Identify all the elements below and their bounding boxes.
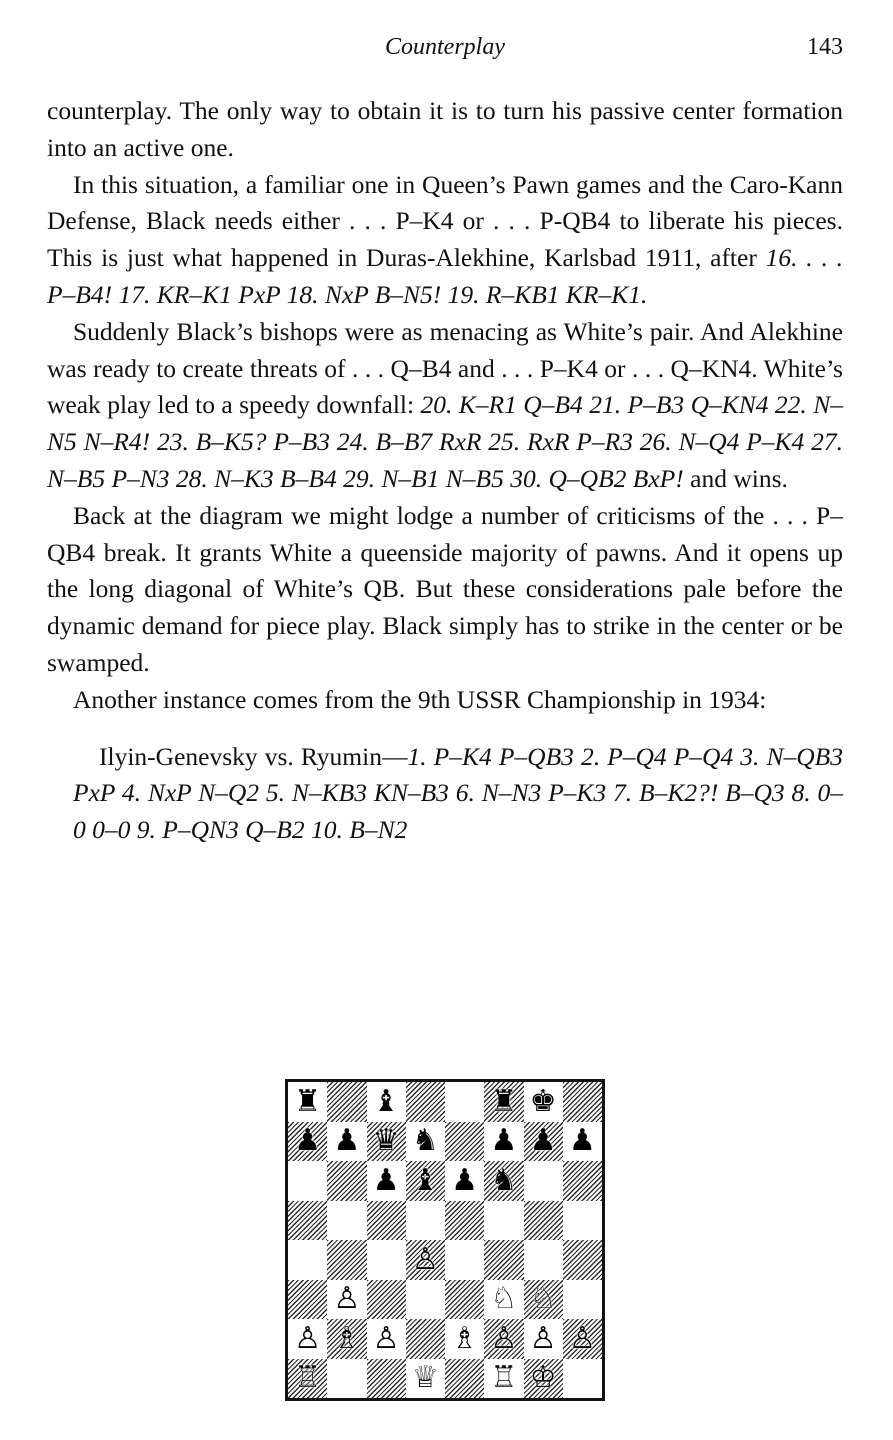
board-square: [288, 1201, 327, 1241]
black-pawn-icon: ♟: [372, 1162, 400, 1198]
board-square: [367, 1161, 406, 1201]
board-square: [484, 1122, 523, 1162]
board-square: [327, 1122, 366, 1162]
board-square: [288, 1082, 327, 1122]
board-square: [524, 1359, 563, 1399]
board-square: [445, 1240, 484, 1280]
board-square: [288, 1240, 327, 1280]
black-pawn-icon: ♟: [294, 1123, 322, 1159]
board-square: [327, 1240, 366, 1280]
board-square: [327, 1082, 366, 1122]
board-square: [288, 1319, 327, 1359]
board-square: [367, 1082, 406, 1122]
text-run: Back at the diagram we might lodge a number of criticisms of the . . . P–QB4 break. It grants White a queenside majority of pawns. And it opens up the long diagonal of White’s QB. But these considerations pale before the dynamic demand for piece play. Black simply has to strike in the center or be swamped.: [47, 500, 843, 677]
text-run: counterplay. The only way to obtain it is to turn his passive center formation into an active one.: [47, 96, 843, 162]
black-rook-icon: ♜: [490, 1083, 518, 1119]
black-pawn-icon: ♟: [333, 1123, 361, 1159]
board-square: [327, 1201, 366, 1241]
black-pawn-icon: ♟: [568, 1123, 596, 1159]
board-square: [524, 1240, 563, 1280]
board-square: [524, 1082, 563, 1122]
white-pawn-icon: ♙: [529, 1320, 557, 1356]
board-square: [445, 1122, 484, 1162]
board-square: [445, 1082, 484, 1122]
white-knight-icon: ♘: [529, 1281, 557, 1317]
board-square: [445, 1359, 484, 1399]
board-square: [406, 1240, 445, 1280]
board-square: [406, 1122, 445, 1162]
board-square: [406, 1082, 445, 1122]
black-pawn-icon: ♟: [451, 1162, 479, 1198]
paragraph-ussr-championship: [47, 682, 843, 719]
move-notation: 1. P–K4 P–QB3 2. P–Q4 P–Q4 3. N–QB3 PxP 4. NxP N–Q2 5. N–KB3 KN–B3 6. N–N3 P–K3 7. B–K2?! B–Q3 8. 0–0 0–0 9. P–QN3 Q–B2 10. B–N2: [73, 741, 843, 845]
board-square: [327, 1319, 366, 1359]
board-square: [563, 1161, 602, 1201]
text-run: Another instance comes from the 9th USSR Championship in 1934:: [73, 684, 767, 714]
white-pawn-icon: ♙: [568, 1320, 596, 1356]
paragraph-counterplay: [47, 93, 843, 167]
board-square: [563, 1359, 602, 1399]
game-score-ilyin-genevsky-ryumin: [47, 739, 843, 849]
board-square: [327, 1161, 366, 1201]
board-square: [484, 1201, 523, 1241]
board-square: [367, 1359, 406, 1399]
board-square: [563, 1280, 602, 1320]
white-pawn-icon: ♙: [372, 1320, 400, 1356]
board-square: [406, 1161, 445, 1201]
white-pawn-icon: ♙: [490, 1320, 518, 1356]
board-square: [367, 1240, 406, 1280]
running-head: [47, 30, 843, 64]
white-queen-icon: ♕: [411, 1360, 439, 1396]
black-king-icon: ♚: [529, 1083, 557, 1119]
board-square: [445, 1280, 484, 1320]
body-text: [47, 93, 843, 849]
white-pawn-icon: ♙: [411, 1241, 439, 1277]
board-square: [524, 1280, 563, 1320]
white-knight-icon: ♘: [490, 1281, 518, 1317]
board-square: [524, 1201, 563, 1241]
board-square: [484, 1319, 523, 1359]
text-run: and wins.: [683, 463, 788, 493]
board-square: [484, 1240, 523, 1280]
board-square: [563, 1201, 602, 1241]
white-pawn-icon: ♙: [333, 1281, 361, 1317]
board-square: [288, 1280, 327, 1320]
board-square: [563, 1319, 602, 1359]
black-knight-icon: ♞: [490, 1162, 518, 1198]
white-bishop-icon: ♗: [333, 1320, 361, 1356]
paragraph-caro-kann: [47, 167, 843, 314]
board-square: [406, 1280, 445, 1320]
board-square: [406, 1359, 445, 1399]
board-square: [563, 1082, 602, 1122]
board-square: [563, 1240, 602, 1280]
black-rook-icon: ♜: [294, 1083, 322, 1119]
board-square: [484, 1082, 523, 1122]
paragraph-criticisms: [47, 498, 843, 682]
chapter-title: Counterplay: [385, 34, 505, 60]
board-square: [484, 1161, 523, 1201]
board-square: [406, 1319, 445, 1359]
board-square: [288, 1122, 327, 1162]
black-queen-icon: ♛: [372, 1123, 400, 1159]
move-notation: 16. . . . P–B4! 17. KR–K1 PxP 18. NxP B–N5! 19. R–KB1 KR–K1.: [47, 243, 843, 309]
board-square: [288, 1161, 327, 1201]
chess-diagram: [285, 1079, 605, 1401]
board-square: [327, 1359, 366, 1399]
board-square: [445, 1201, 484, 1241]
board-square: [288, 1359, 327, 1399]
white-pawn-icon: ♙: [294, 1320, 322, 1356]
white-bishop-icon: ♗: [451, 1320, 479, 1356]
board-square: [367, 1122, 406, 1162]
board-square: [524, 1122, 563, 1162]
board-square: [367, 1319, 406, 1359]
board-square: [445, 1161, 484, 1201]
board-square: [327, 1280, 366, 1320]
board-square: [484, 1359, 523, 1399]
board-square: [524, 1319, 563, 1359]
text-run: Suddenly Black’s bishops were as menacing as White’s pair. And Alekhine was ready to create threats of . . . Q–B4 and . . . P–K4 or . . . Q–KN4. White’s weak play led to a speedy downfall:: [47, 316, 843, 420]
white-king-icon: ♔: [529, 1360, 557, 1396]
board-square: [563, 1122, 602, 1162]
paragraph-alekhine-threats: [47, 314, 843, 498]
move-notation: 20. K–R1 Q–B4 21. P–B3 Q–KN4 22. N–N5 N–R4! 23. B–K5? P–B3 24. B–B7 RxR 25. RxR P–R3 26. N–Q4 P–K4 27. N–B5 P–N3 28. N–K3 B–B4 29. N–B1 N–B5 30. Q–QB2 BxP!: [47, 390, 843, 493]
black-pawn-icon: ♟: [529, 1123, 557, 1159]
board-square: [484, 1280, 523, 1320]
board-square: [367, 1280, 406, 1320]
board-square: [524, 1161, 563, 1201]
black-pawn-icon: ♟: [490, 1123, 518, 1159]
text-run: Ilyin-Genevsky vs. Ryumin—: [99, 741, 408, 771]
black-bishop-icon: ♝: [411, 1162, 439, 1198]
board-square: [445, 1319, 484, 1359]
white-rook-icon: ♖: [490, 1360, 518, 1396]
black-knight-icon: ♞: [411, 1123, 439, 1159]
black-bishop-icon: ♝: [372, 1083, 400, 1119]
text-run: In this situation, a familiar one in Queen’s Pawn games and the Caro-Kann Defense, Black needs either . . . P–K4 or . . . P-QB4 to liberate his pieces. This is just what happened in Duras-Alekhine, Karlsbad 1911, after: [47, 169, 843, 273]
page-number: 143: [807, 34, 843, 60]
board-square: [367, 1201, 406, 1241]
board-square: [406, 1201, 445, 1241]
white-rook-icon: ♖: [294, 1360, 322, 1396]
